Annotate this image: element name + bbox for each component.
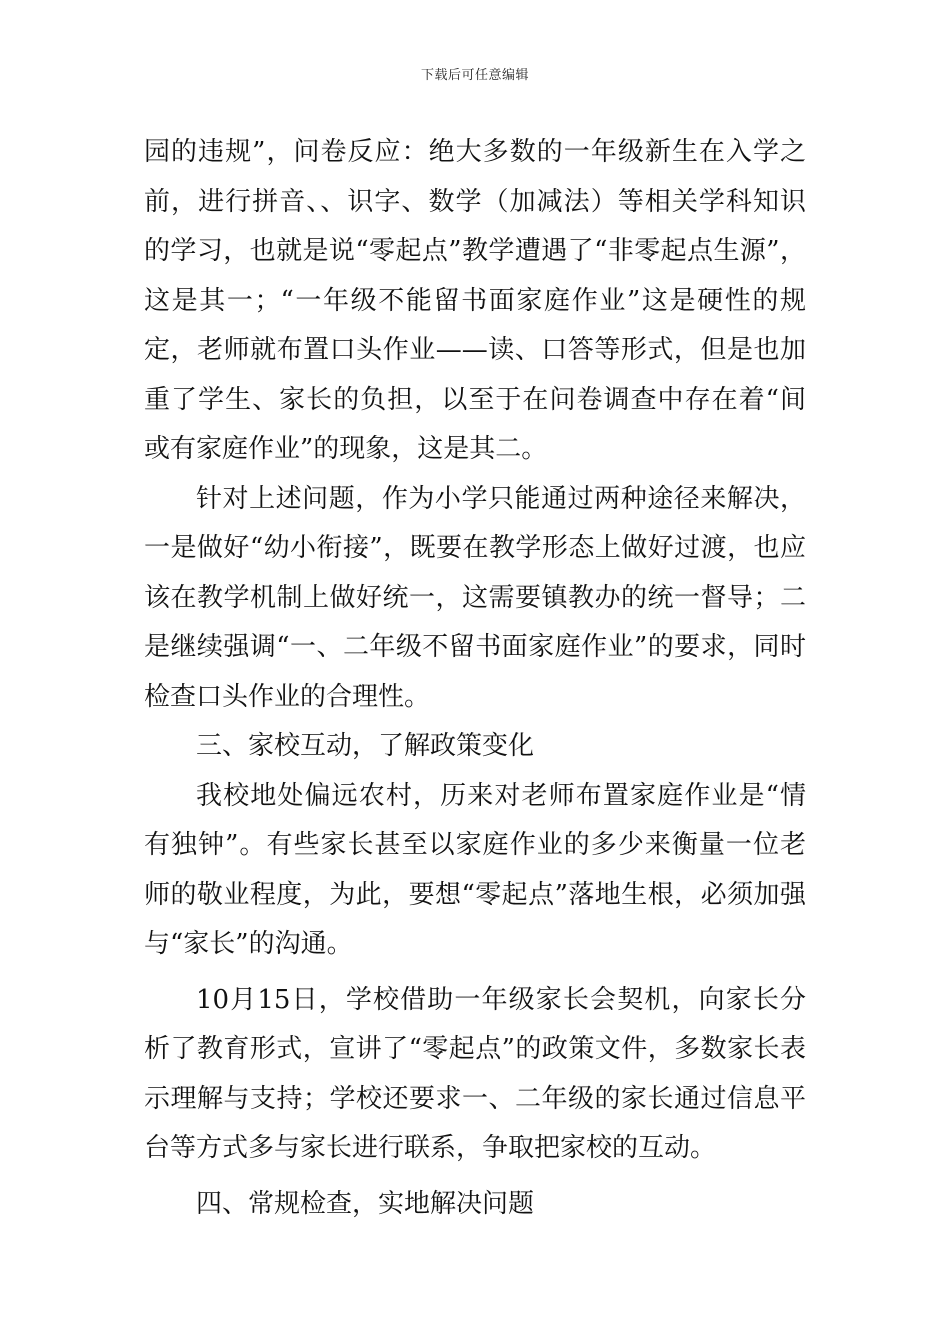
paragraph: 针对上述问题，作为小学只能通过两种途径来解决，一是做好“幼小衔接”，既要在教学形态上做好过渡，也应该在教学机制上做好统一，这需要镇教办的统一督导；二是继续强调“一、二年级不留书面家庭作业”的要求，同时检查口头作业的合理性。 [144,483,806,712]
header-note: 下载后可任意编辑 [420,68,529,83]
document-body [144,128,806,1229]
section-heading: 三、家校互动，了解政策变化 [196,731,535,761]
section-heading: 四、常规检查，实地解决问题 [196,1188,535,1219]
paragraph-continuation: 园的违规”，问卷反应：绝大多数的一年级新生在入学之前，进行拼音、、识字、数学（加减法）等相关学科知识的学习，也就是说“零起点”教学遭遇了“非零起点生源”，这是其一；“一年级不能留书面家庭作业”这是硬性的规定，老师就布置口头作业——读、口答等形式，但是也加重了学生、家长的负担，以至于在问卷调查中存在着“间或有家庭作业”的现象，这是其二。 [144,137,806,464]
paragraph: 我校地处偏远农村，历来对老师布置家庭作业是“情有独钟”。有些家长甚至以家庭作业的多少来衡量一位老师的敬业程度，为此，要想“零起点”落地生根，必须加强与“家长”的沟通。 [144,780,806,959]
paragraph: 10月15日，学校借助一年级家长会契机，向家长分析了教育形式，宣讲了“零起点”的政策文件，多数家长表示理解与支持；学校还要求一、二年级的家长通过信息平台等方式多与家长进行联系，争取把家校的互动。 [144,984,806,1163]
